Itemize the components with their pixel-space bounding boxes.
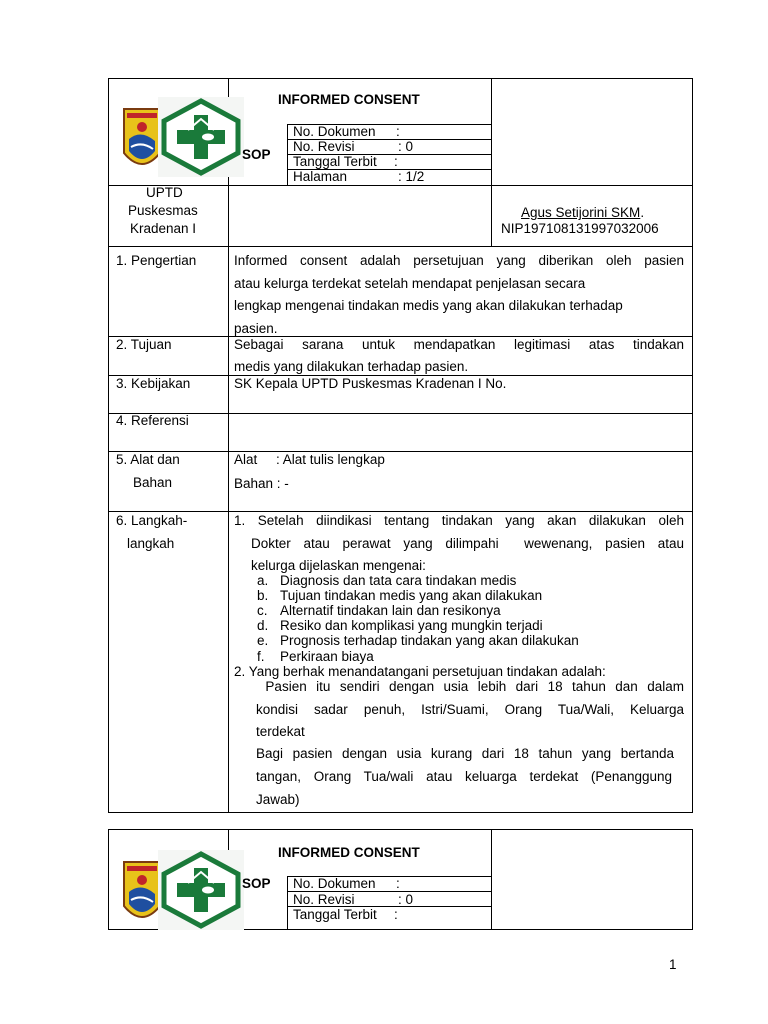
sub-item-text: Diagnosis dan tata cara tindakan medis <box>280 573 517 588</box>
signer-nip: NIP197108131997032006 <box>501 221 659 236</box>
section-label: 5. Alat dan <box>116 452 180 467</box>
step-text: 2. Yang berhak menandatangani persetujuan tindakan adalah: <box>234 664 606 679</box>
doc-field-value: : 0 <box>398 139 414 154</box>
doc-field-label: No. Revisi <box>293 139 355 154</box>
org-name: UPTD <box>146 185 183 200</box>
step-text: Pasien itu sendiri dengan usia lebih dari 18 tahun dan dalam <box>256 679 684 694</box>
sub-item-letter: b. <box>257 588 269 603</box>
doc-field-label: No. Dokumen <box>293 876 376 891</box>
regency-emblem-icon <box>121 858 163 930</box>
regency-emblem-icon <box>121 105 163 177</box>
row-divider <box>108 413 693 414</box>
sub-item-letter: c. <box>257 603 268 618</box>
org-name: Puskesmas <box>128 203 198 218</box>
step-text: 1. Setelah diindikasi tentang tindakan yang akan dilakukan oleh <box>234 513 684 528</box>
step-text: kondisi sadar penuh, Istri/Suami, Orang Tua/Wali, Keluarga <box>256 702 684 717</box>
page-title: INFORMED CONSENT <box>278 92 420 107</box>
doc-field-label: Tanggal Terbit <box>293 154 377 169</box>
section-label: Bahan <box>133 475 173 490</box>
sub-item-letter: a. <box>257 573 269 588</box>
section-text: Alat : Alat tulis lengkap <box>234 452 385 467</box>
doc-field-label: No. Revisi <box>293 892 355 907</box>
doc-field-label: Halaman <box>293 169 348 184</box>
signer-name-period: . <box>640 205 645 220</box>
section-text: medis yang dilakukan terhadap pasien. <box>234 359 469 374</box>
section-label: 1. Pengertian <box>116 253 197 268</box>
section-text: Informed consent adalah persetujuan yang diberikan oleh pasien <box>234 253 684 268</box>
section-text: Sebagai sarana untuk mendapatkan legitimasi atas tindakan <box>234 337 684 352</box>
doc-field-value: : <box>394 154 398 169</box>
section-text: SK Kepala UPTD Puskesmas Kradenan I No. <box>234 376 507 391</box>
doc-field-label: No. Dokumen <box>293 124 376 139</box>
section-label: langkah <box>127 536 175 551</box>
step-text: terdekat <box>256 724 305 739</box>
sub-item-text: Perkiraan biaya <box>280 649 374 664</box>
step-text: Bagi pasien dengan usia kurang dari 18 tahun yang bertanda <box>256 746 674 761</box>
doc-field-value: : <box>394 907 398 922</box>
section-label: 3. Kebijakan <box>116 376 191 391</box>
section-text: pasien. <box>234 321 278 336</box>
section-text: Bahan : - <box>234 476 289 491</box>
sub-item-letter: e. <box>257 633 269 648</box>
sop-label: SOP <box>242 147 271 162</box>
step-text: kelurga dijelaskan mengenai: <box>251 558 426 573</box>
col-divider <box>287 876 288 930</box>
org-name: Kradenan I <box>130 221 197 236</box>
sub-item-text: Tujuan tindakan medis yang akan dilakukan <box>280 588 543 603</box>
sub-item-letter: f. <box>257 649 265 664</box>
doc-field-value: : <box>396 124 400 139</box>
sub-item-letter: d. <box>257 618 269 633</box>
page-title: INFORMED CONSENT <box>278 845 420 860</box>
doc-field-value: : 1/2 <box>398 169 425 184</box>
row-divider <box>108 451 693 452</box>
sop-label: SOP <box>242 876 271 891</box>
header-divider <box>491 829 492 930</box>
puskesmas-logo-icon <box>158 97 244 177</box>
sub-item-text: Alternatif tindakan lain dan resikonya <box>280 603 501 618</box>
sub-item-text: Prognosis terhadap tindakan yang akan dilakukan <box>280 633 579 648</box>
section-label: 4. Referensi <box>116 413 189 428</box>
section-label: 6. Langkah- <box>116 513 188 528</box>
section-text: atau kelurga terdekat setelah mendapat penjelasan secara <box>234 276 586 291</box>
row-divider <box>108 511 693 512</box>
section-text: lengkap mengenai tindakan medis yang akan dilakukan terhadap <box>234 298 623 313</box>
doc-field-value: : <box>396 876 400 891</box>
signer-name <box>521 205 644 221</box>
doc-field-value: : 0 <box>398 892 414 907</box>
section-label: 2. Tujuan <box>116 337 172 352</box>
sub-item-text: Resiko dan komplikasi yang mungkin terjadi <box>280 618 543 633</box>
step-text: tangan, Orang Tua/wali atau keluarga terdekat (Penanggung <box>256 769 672 784</box>
page-number: 1 <box>669 957 677 972</box>
column-divider <box>228 246 229 813</box>
step-text: Dokter atau perawat yang dilimpahi wewenang, pasien atau <box>251 536 684 551</box>
step-text: Jawab) <box>256 792 300 807</box>
sop-body-table <box>108 246 693 813</box>
signer-name-text: Agus Setijorini SKM <box>521 205 641 220</box>
puskesmas-logo-icon <box>158 850 244 930</box>
doc-field-label: Tanggal Terbit <box>293 907 377 922</box>
